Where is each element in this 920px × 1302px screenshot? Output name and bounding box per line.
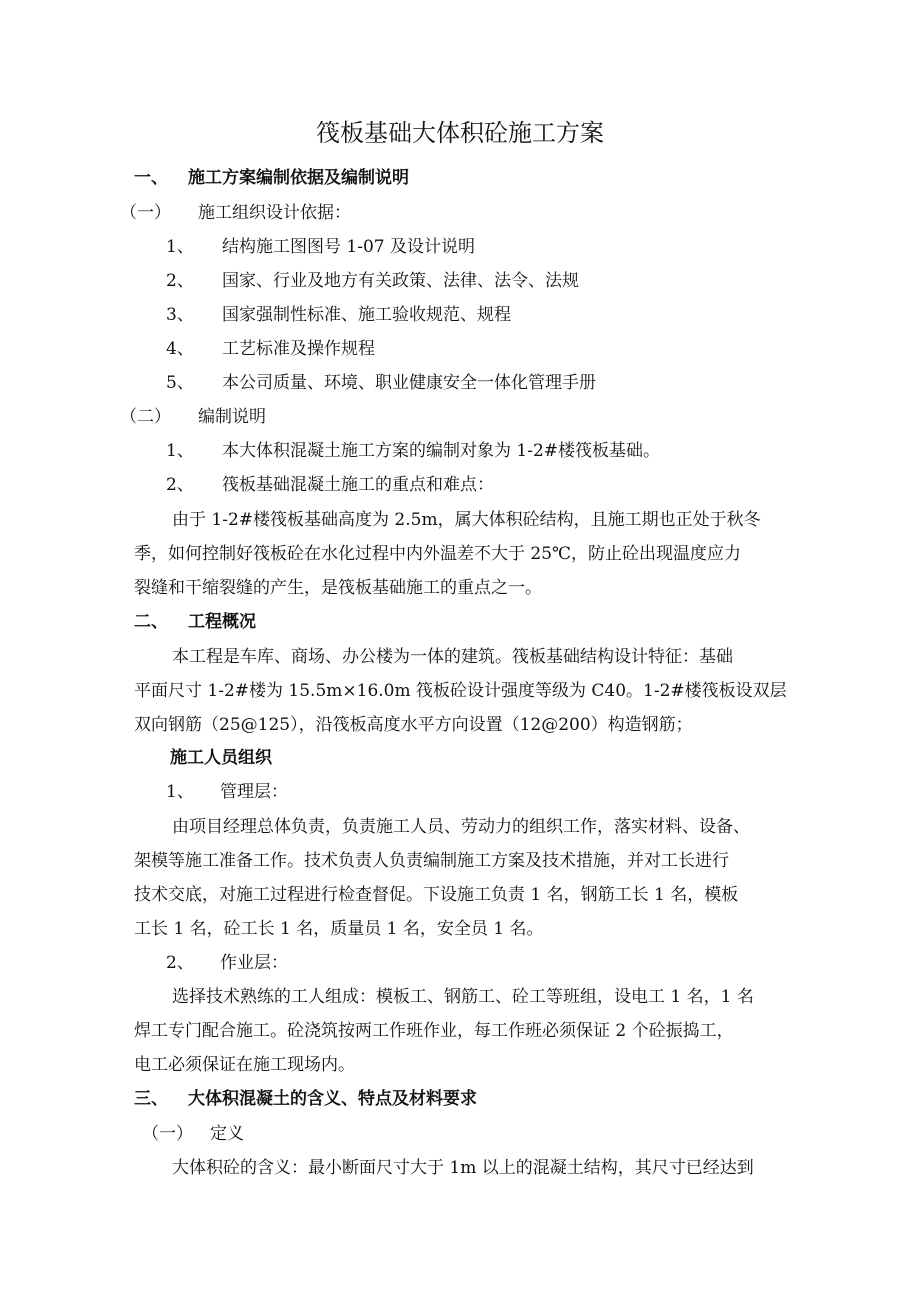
paragraph-line: 技术交底，对施工过程进行检查督促。下设施工负责 1 名，钢筋工长 1 名，模板 [134, 885, 739, 905]
basis-item-number: 5、 [166, 373, 194, 393]
note-item-number: 2、 [166, 475, 194, 495]
staff-organization-heading: 施工人员组织 [170, 748, 272, 768]
basis-item-number: 2、 [166, 271, 194, 291]
section-3-number: 三、 [134, 1089, 168, 1109]
basis-item-text: 工艺标准及操作规程 [222, 339, 375, 359]
document-title: 筏板基础大体积砼施工方案 [316, 119, 604, 147]
note-item-number: 1、 [166, 441, 194, 461]
paragraph-line: 焊工专门配合施工。砼浇筑按两工作班作业，每工作班必须保证 2 个砼振捣工， [134, 1021, 734, 1041]
note-item-text: 筏板基础混凝土施工的重点和难点： [222, 475, 494, 495]
paragraph-line: 架模等施工准备工作。技术负责人负责编制施工方案及技术措施，并对工长进行 [134, 851, 729, 871]
basis-item-text: 国家强制性标准、施工验收规范、规程 [222, 305, 511, 325]
section-1-number: 一、 [134, 168, 168, 188]
subsection-2-heading: 编制说明 [198, 407, 266, 427]
paragraph-line: 裂缝和干缩裂缝的产生，是筏板基础施工的重点之一。 [134, 578, 542, 598]
paragraph-line: 双向钢筋（25@125），沿筏板高度水平方向设置（12@200）构造钢筋； [134, 715, 693, 735]
paragraph-line: 大体积砼的含义：最小断面尺寸大于 1m 以上的混凝土结构，其尺寸已经达到 [172, 1158, 754, 1178]
work-layer-heading: 作业层： [220, 953, 288, 973]
basis-item-text: 本公司质量、环境、职业健康安全一体化管理手册 [222, 373, 596, 393]
subsection-3-heading: 定义 [210, 1124, 244, 1144]
paragraph-line: 由于 1-2#楼筏板基础高度为 2.5m，属大体积砼结构，且施工期也正处于秋冬 [172, 510, 761, 530]
management-number: 1、 [166, 782, 194, 802]
section-2-heading: 工程概况 [188, 612, 256, 632]
section-2-number: 二、 [134, 612, 168, 632]
paragraph-line: 季，如何控制好筏板砼在水化过程中内外温差不大于 25℃，防止砼出现温度应力 [134, 544, 742, 564]
paragraph-line: 平面尺寸 1-2#楼为 15.5m×16.0m 筏板砼设计强度等级为 C40。1-2#楼筏板设双层 [134, 681, 787, 701]
basis-item-number: 3、 [166, 305, 194, 325]
management-heading: 管理层： [220, 782, 288, 802]
note-item-text: 本大体积混凝土施工方案的编制对象为 1-2#楼筏板基础。 [222, 441, 661, 461]
subsection-1-heading: 施工组织设计依据： [198, 203, 351, 223]
work-layer-number: 2、 [166, 953, 194, 973]
paragraph-line: 选择技术熟练的工人组成：模板工、钢筋工、砼工等班组，设电工 1 名，1 名 [172, 987, 754, 1007]
section-1-heading: 施工方案编制依据及编制说明 [188, 168, 409, 188]
subsection-1-number: （一） [120, 203, 171, 223]
paragraph-line: 电工必须保证在施工现场内。 [134, 1055, 355, 1075]
section-3-heading: 大体积混凝土的含义、特点及材料要求 [188, 1089, 477, 1109]
paragraph-line: 本工程是车库、商场、办公楼为一体的建筑。筏板基础结构设计特征：基础 [172, 647, 733, 667]
basis-item-text: 国家、行业及地方有关政策、法律、法令、法规 [222, 271, 579, 291]
basis-item-number: 1、 [166, 237, 194, 257]
paragraph-line: 由项目经理总体负责，负责施工人员、劳动力的组织工作，落实材料、设备、 [172, 817, 750, 837]
subsection-3-number: （一） [142, 1124, 193, 1144]
basis-item-text: 结构施工图图号 1-07 及设计说明 [222, 237, 475, 257]
paragraph-line: 工长 1 名，砼工长 1 名，质量员 1 名，安全员 1 名。 [134, 919, 544, 939]
basis-item-number: 4、 [166, 339, 194, 359]
subsection-2-number: （二） [120, 407, 171, 427]
